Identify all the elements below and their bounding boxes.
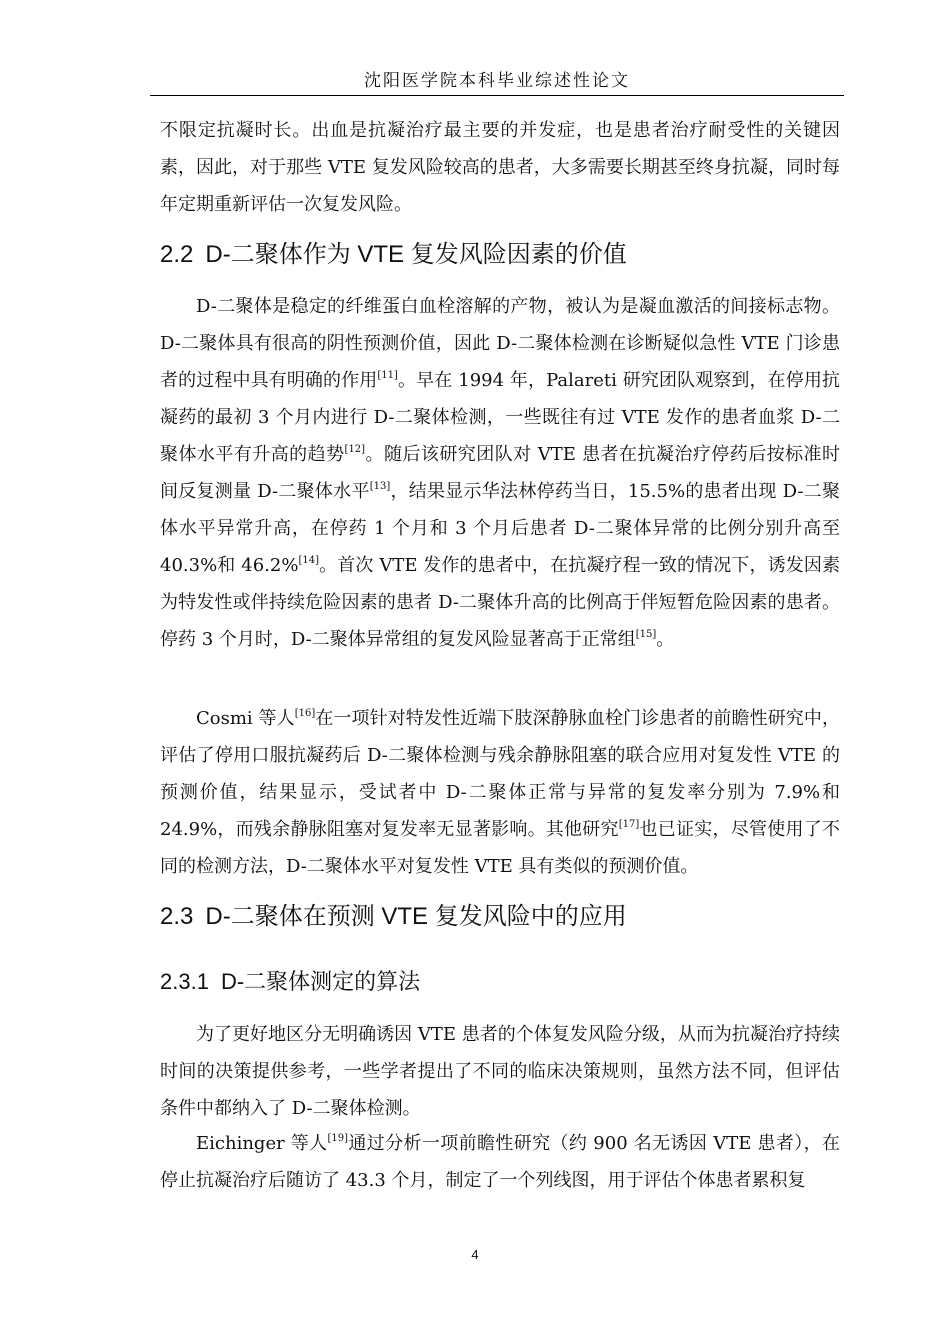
section-title: D-二聚体作为 VTE 复发风险因素的价值 xyxy=(205,241,627,268)
section-heading-2-3 xyxy=(160,900,840,934)
paragraph-eichinger xyxy=(160,1125,840,1199)
citation-ref[interactable]: [17] xyxy=(618,819,640,830)
paragraph-text: Eichinger 等人 xyxy=(196,1133,328,1154)
paragraph-text: 。首次 VTE 发作的患者中，在抗凝疗程一致的情况下，诱发因素为特发性或伴持续危险因素的患者 D-二聚体升高的比例高于伴短暂危险因素的患者。停药 3 个月时，D-二聚体异常组的复发风险显著高于正常组 xyxy=(160,555,840,650)
paragraph-text: 通过分析一项前瞻性研究（约 900 名无诱因 VTE 患者），在停止抗凝治疗后随访了 43.3 个月，制定了一个列线图，用于评估个体患者累积复 xyxy=(160,1133,841,1191)
paragraph-text: D-二聚体是稳定的纤维蛋白血栓溶解的产物，被认为是凝血激活的间接标志物。D-二聚体具有很高的阴性预测价值，因此 D-二聚体检测在诊断疑似急性 VTE 门诊患者的过程中具有明确的作用 xyxy=(160,296,840,391)
paragraph-decision-rules xyxy=(160,1016,840,1127)
paragraph-text: 也已证实，尽管使用了不同的检测方法，D-二聚体水平对复发性 VTE 具有类似的预测价值。 xyxy=(160,819,840,877)
paragraph-text: 在一项针对特发性近端下肢深静脉血栓门诊患者的前瞻性研究中，评估了停用口服抗凝药后 D-二聚体检测与残余静脉阻塞的联合应用对复发性 VTE 的预测价值，结果显示，受试者中 D-二聚体正常与异常的复发率分别为 7.9%和 24.9%，而残余静脉阻塞对复发率无显著影响。其他研究 xyxy=(160,708,840,840)
citation-ref[interactable]: [15] xyxy=(635,629,657,640)
citation-ref[interactable]: [16] xyxy=(294,708,316,719)
citation-ref[interactable]: [13] xyxy=(369,481,391,492)
citation-ref[interactable]: [12] xyxy=(344,444,366,455)
page-number: 4 xyxy=(471,1247,479,1262)
running-header: 沈阳医学院本科毕业综述性论文 xyxy=(364,71,630,91)
paragraph-text: 。早在 1994 年，Palareti 研究团队观察到，在停用抗凝药的最初 3 个月内进行 D-二聚体检测，一些既往有过 VTE 发作的患者血浆 D-二聚体水平有升高的趋势 xyxy=(160,370,841,465)
section-heading-2-2 xyxy=(160,238,840,272)
citation-ref[interactable]: [14] xyxy=(298,555,319,566)
paragraph-text: Cosmi 等人 xyxy=(196,708,295,729)
paragraph-text: ，结果显示华法林停药当日，15.5%的患者出现 D-二聚体水平异常升高，在停药 1 个月和 3 个月后患者 D-二聚体异常的比例分别升高至 40.3%和 46.2% xyxy=(160,481,840,576)
paragraph-text: 为了更好地区分无明确诱因 VTE 患者的个体复发风险分级，从而为抗凝治疗持续时间的决策提供参考，一些学者提出了不同的临床决策规则，虽然方法不同，但评估条件中都纳入了 D-二聚体检测。 xyxy=(160,1024,840,1119)
section-title: D-二聚体在预测 VTE 复发风险中的应用 xyxy=(205,903,627,930)
section-number: 2.2 xyxy=(160,241,194,268)
section-title: D-二聚体测定的算法 xyxy=(220,969,421,994)
paragraph-text: 不限定抗凝时长。出血是抗凝治疗最主要的并发症，也是患者治疗耐受性的关键因素，因此，对于那些 VTE 复发风险较高的患者，大多需要长期甚至终身抗凝，同时每年定期重新评估一次复发风险。 xyxy=(160,120,840,215)
paragraph-cosmi xyxy=(160,700,840,885)
citation-ref[interactable]: [11] xyxy=(377,370,398,381)
paragraph-text: 。 xyxy=(656,629,675,650)
paragraph-text: 。随后该研究团队对 VTE 患者在抗凝治疗停药后按标准时间反复测量 D-二聚体水平 xyxy=(160,444,841,502)
header-rule xyxy=(150,95,844,96)
section-number: 2.3 xyxy=(160,903,194,930)
section-number: 2.3.1 xyxy=(160,969,209,994)
paragraph-d-dimer-value xyxy=(160,288,840,658)
paragraph-continued xyxy=(160,112,840,223)
section-heading-2-3-1 xyxy=(160,966,840,998)
citation-ref[interactable]: [19] xyxy=(327,1133,349,1144)
